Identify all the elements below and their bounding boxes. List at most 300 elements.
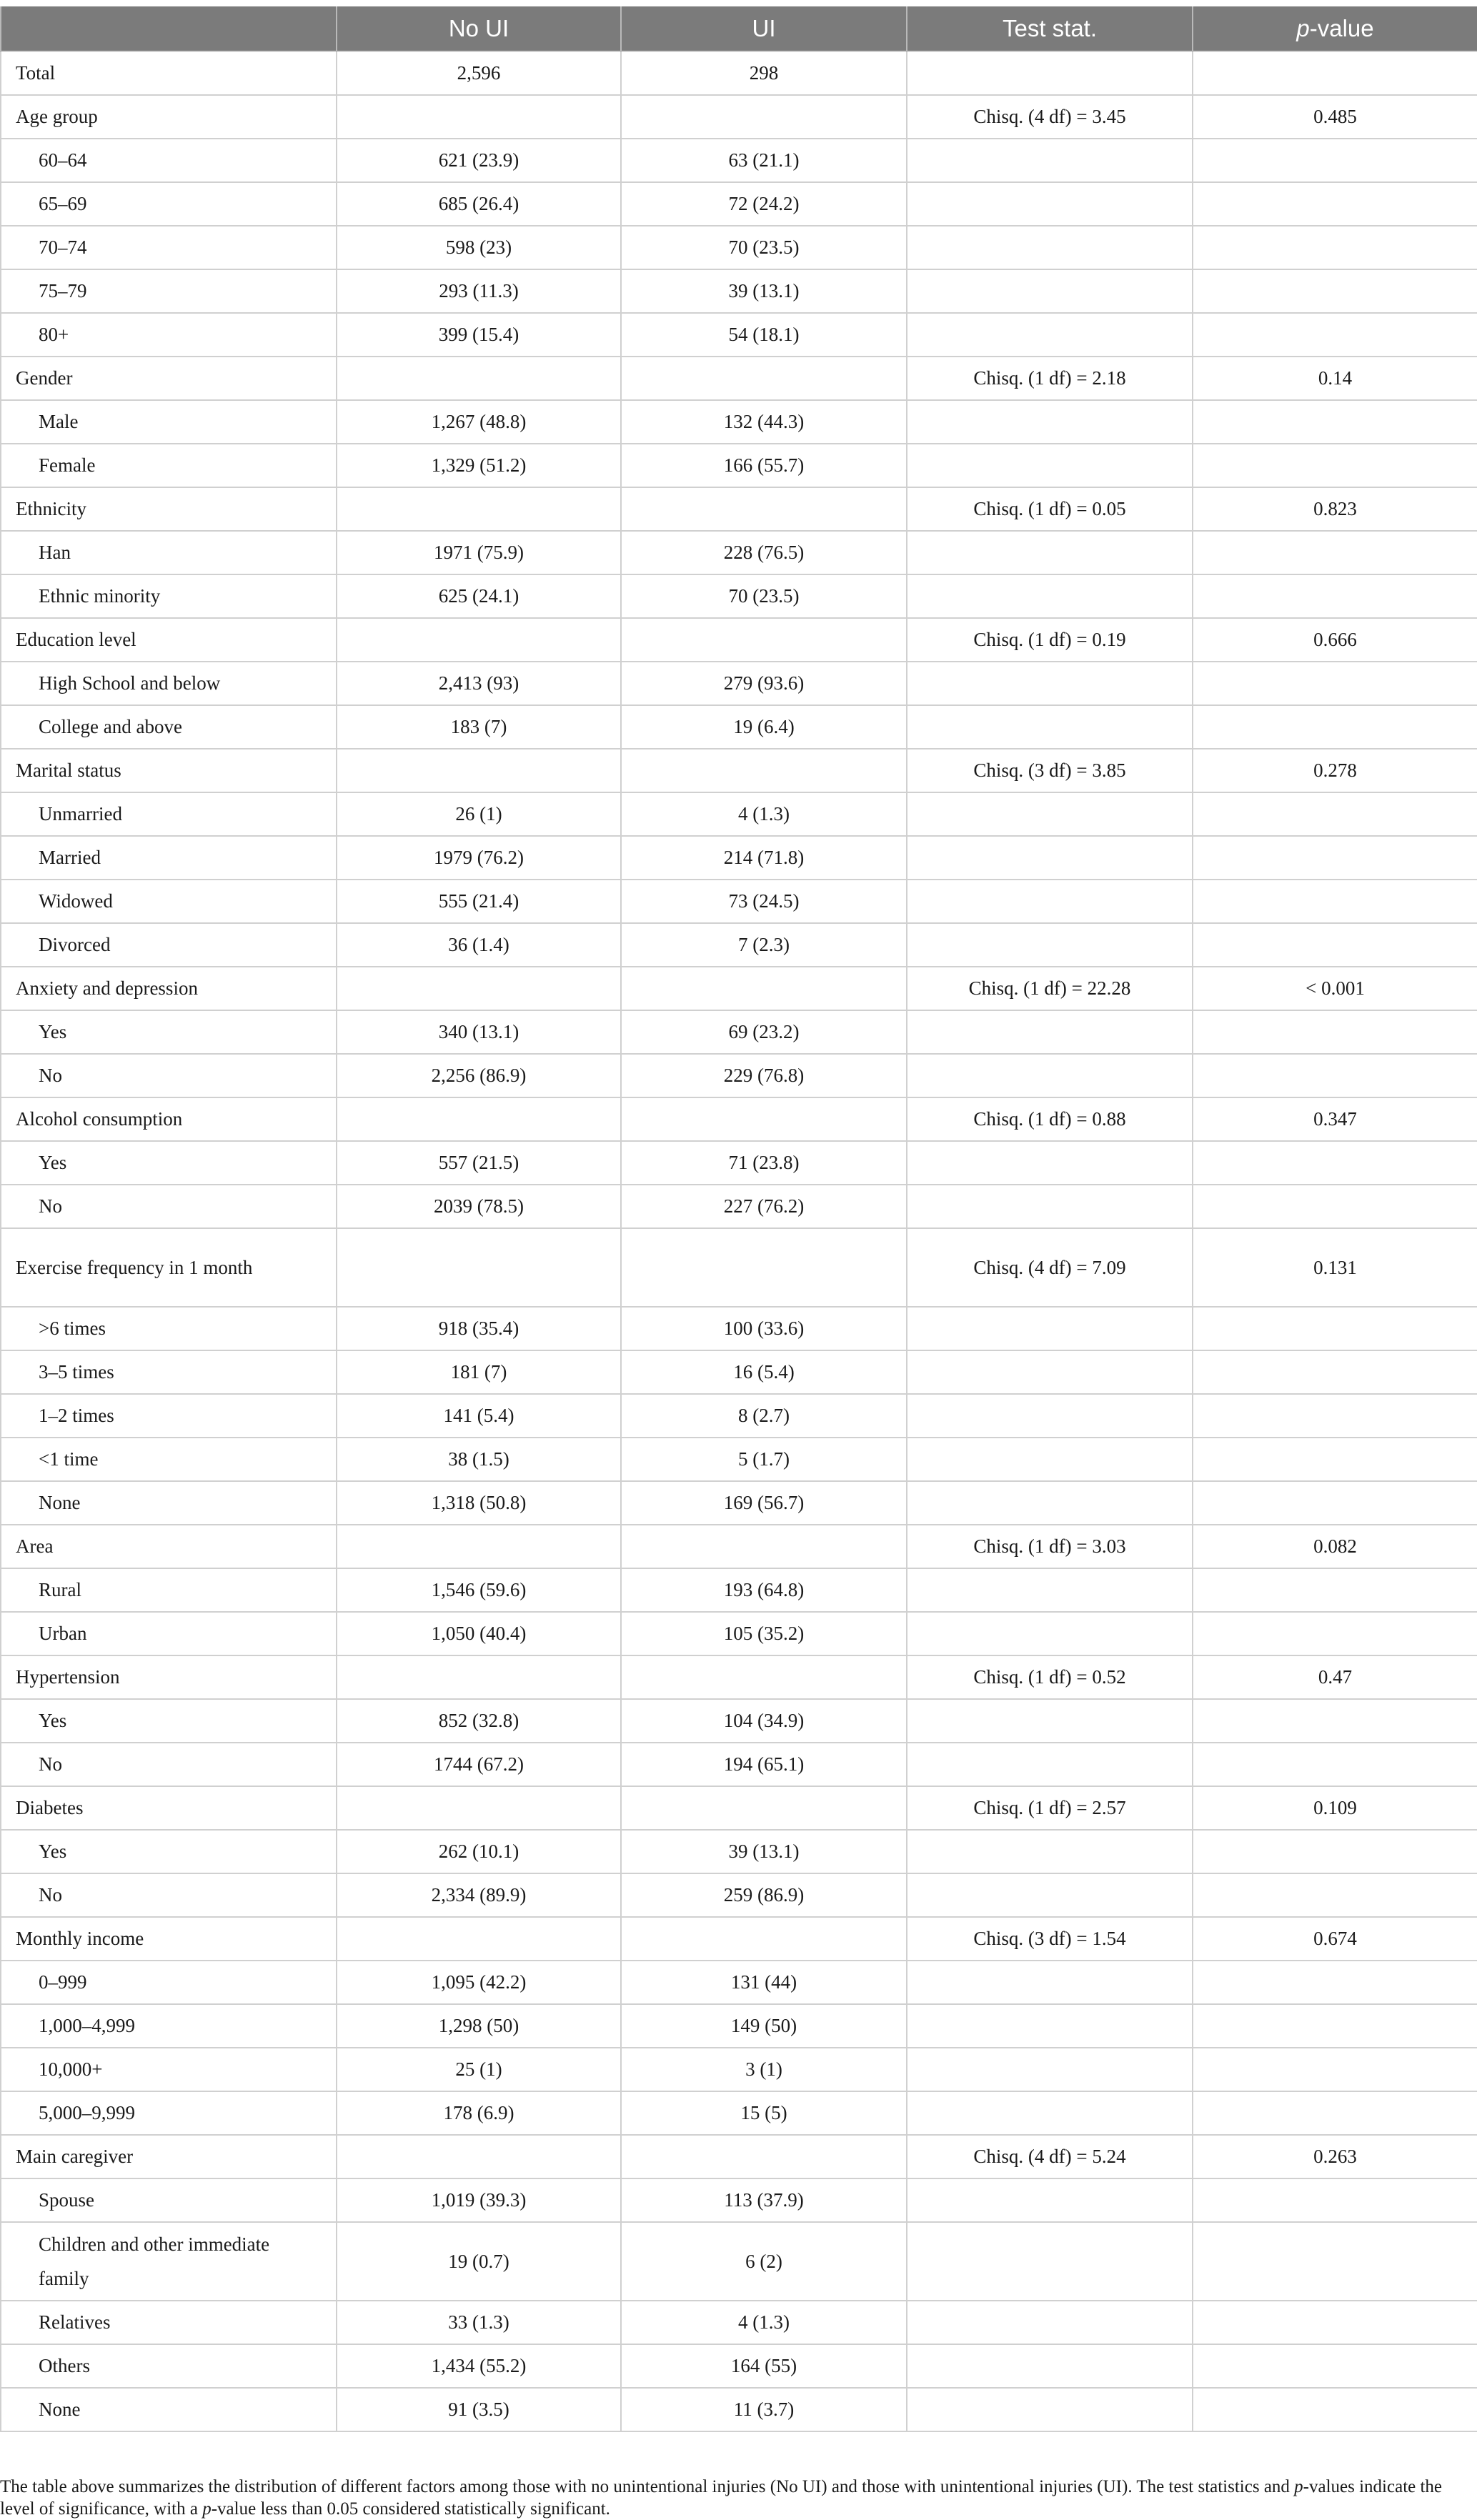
cell-label: 10,000+: [1, 2048, 337, 2091]
cell-p-value: [1193, 139, 1477, 182]
cell-ui: [621, 967, 907, 1010]
cell-test-stat: [907, 139, 1193, 182]
cell-no-ui: 25 (1): [337, 2048, 621, 2091]
table-row-subcategory: [1, 1010, 1477, 1054]
footnote-italic2: p: [202, 2499, 212, 2519]
cell-ui: 70 (23.5): [621, 574, 907, 618]
table-row-subcategory: [1, 880, 1477, 923]
cell-label: Yes: [1, 1141, 337, 1185]
header-factor: [1, 6, 337, 51]
cell-label: Married: [1, 836, 337, 880]
cell-ui: [621, 95, 907, 139]
table-row-subcategory: [1, 1830, 1477, 1873]
cell-test-stat: Chisq. (4 df) = 3.45: [907, 95, 1193, 139]
cell-label: High School and below: [1, 662, 337, 705]
cell-ui: 164 (55): [621, 2344, 907, 2388]
cell-ui: 7 (2.3): [621, 923, 907, 967]
table-row-subcategory: [1, 226, 1477, 269]
cell-ui: 11 (3.7): [621, 2388, 907, 2431]
cell-ui: 259 (86.9): [621, 1873, 907, 1917]
table-row-category: [1, 1786, 1477, 1830]
cell-test-stat: [907, 2388, 1193, 2431]
cell-ui: 6 (2): [621, 2222, 907, 2301]
cell-test-stat: [907, 1612, 1193, 1655]
table-row-subcategory: [1, 1743, 1477, 1786]
cell-test-stat: [907, 2301, 1193, 2344]
cell-no-ui: 262 (10.1): [337, 1830, 621, 1873]
cell-label: 3–5 times: [1, 1350, 337, 1394]
cell-ui: 71 (23.8): [621, 1141, 907, 1185]
cell-no-ui: 625 (24.1): [337, 574, 621, 618]
cell-no-ui: 685 (26.4): [337, 182, 621, 226]
cell-label: Unmarried: [1, 792, 337, 836]
cell-ui: [621, 357, 907, 400]
table-row-subcategory: [1, 1438, 1477, 1481]
table-row-category: [1, 95, 1477, 139]
table-row-subcategory: [1, 2222, 1477, 2301]
cell-p-value: [1193, 705, 1477, 749]
cell-ui: 54 (18.1): [621, 313, 907, 357]
cell-no-ui: [337, 1525, 621, 1568]
cell-test-stat: Chisq. (3 df) = 3.85: [907, 749, 1193, 792]
cell-label: 80+: [1, 313, 337, 357]
cell-p-value: 0.278: [1193, 749, 1477, 792]
cell-ui: 105 (35.2): [621, 1612, 907, 1655]
cell-p-value: [1193, 1350, 1477, 1394]
footnote-part2: -values indicate the level of significance, with a: [0, 2477, 1443, 2519]
cell-label: Male: [1, 400, 337, 444]
cell-label: Area: [1, 1525, 337, 1568]
cell-no-ui: 1,329 (51.2): [337, 444, 621, 487]
table-row-subcategory: [1, 2091, 1477, 2135]
cell-test-stat: [907, 705, 1193, 749]
cell-test-stat: [907, 2048, 1193, 2091]
cell-label: 1,000–4,999: [1, 2004, 337, 2048]
table-row-subcategory: [1, 705, 1477, 749]
table-row-subcategory: [1, 662, 1477, 705]
cell-p-value: [1193, 1141, 1477, 1185]
cell-p-value: [1193, 1743, 1477, 1786]
cell-no-ui: [337, 487, 621, 531]
cell-p-value: [1193, 1185, 1477, 1228]
cell-no-ui: [337, 357, 621, 400]
cell-no-ui: [337, 2135, 621, 2178]
cell-test-stat: [907, 1961, 1193, 2004]
cell-no-ui: 340 (13.1): [337, 1010, 621, 1054]
table-row-subcategory: [1, 1394, 1477, 1438]
footnote-part1: The table above summarizes the distribution of different factors among those with no unintentional injuries (No UI) and those with unintentional injuries (UI). The test statistics and: [0, 2477, 1295, 2496]
table-row-subcategory: [1, 2004, 1477, 2048]
cell-p-value: [1193, 880, 1477, 923]
cell-p-value: [1193, 531, 1477, 574]
table-row-subcategory: [1, 792, 1477, 836]
cell-label: >6 times: [1, 1307, 337, 1350]
cell-no-ui: [337, 1917, 621, 1961]
cell-no-ui: 91 (3.5): [337, 2388, 621, 2431]
cell-p-value: [1193, 444, 1477, 487]
cell-ui: [621, 1786, 907, 1830]
table-row-subcategory: [1, 1961, 1477, 2004]
cell-test-stat: [907, 2091, 1193, 2135]
cell-p-value: [1193, 2344, 1477, 2388]
cell-label: 70–74: [1, 226, 337, 269]
cell-test-stat: [907, 1743, 1193, 1786]
cell-p-value: [1193, 1699, 1477, 1743]
cell-ui: 104 (34.9): [621, 1699, 907, 1743]
cell-test-stat: [907, 1307, 1193, 1350]
cell-ui: 69 (23.2): [621, 1010, 907, 1054]
cell-test-stat: [907, 1873, 1193, 1917]
cell-test-stat: [907, 2222, 1193, 2301]
cell-test-stat: Chisq. (1 df) = 0.05: [907, 487, 1193, 531]
cell-label: Divorced: [1, 923, 337, 967]
cell-label: No: [1, 1743, 337, 1786]
table-row-category: [1, 487, 1477, 531]
table-row-subcategory: [1, 1350, 1477, 1394]
cell-p-value: 0.674: [1193, 1917, 1477, 1961]
cell-p-value: < 0.001: [1193, 967, 1477, 1010]
cell-ui: 131 (44): [621, 1961, 907, 2004]
table-row-subcategory: [1, 269, 1477, 313]
cell-label: Yes: [1, 1010, 337, 1054]
table-row-subcategory: [1, 2301, 1477, 2344]
cell-no-ui: [337, 1786, 621, 1830]
cell-label: Education level: [1, 618, 337, 662]
cell-ui: [621, 487, 907, 531]
footnote-italic1: p: [1294, 2477, 1303, 2496]
table-row-subcategory: [1, 139, 1477, 182]
cell-no-ui: 1,318 (50.8): [337, 1481, 621, 1525]
cell-test-stat: [907, 444, 1193, 487]
cell-test-stat: Chisq. (1 df) = 2.57: [907, 1786, 1193, 1830]
cell-no-ui: 2,334 (89.9): [337, 1873, 621, 1917]
header-no-ui: No UI: [337, 6, 621, 51]
cell-ui: 39 (13.1): [621, 269, 907, 313]
cell-test-stat: [907, 1481, 1193, 1525]
footnote-part3: -value less than 0.05 considered statistically significant.: [211, 2499, 610, 2519]
cell-p-value: [1193, 1307, 1477, 1350]
cell-p-value: [1193, 574, 1477, 618]
cell-label: 60–64: [1, 139, 337, 182]
table-row-subcategory: [1, 923, 1477, 967]
cell-no-ui: 183 (7): [337, 705, 621, 749]
table-row-subcategory: [1, 2178, 1477, 2222]
table-row-category: [1, 1655, 1477, 1699]
cell-p-value: [1193, 400, 1477, 444]
cell-label: Others: [1, 2344, 337, 2388]
cell-no-ui: 1,546 (59.6): [337, 1568, 621, 1612]
cell-p-value: [1193, 1010, 1477, 1054]
cell-test-stat: [907, 880, 1193, 923]
cell-test-stat: Chisq. (4 df) = 7.09: [907, 1228, 1193, 1307]
table-row-category: [1, 618, 1477, 662]
cell-test-stat: [907, 400, 1193, 444]
cell-ui: 279 (93.6): [621, 662, 907, 705]
cell-ui: [621, 618, 907, 662]
cell-p-value: [1193, 2222, 1477, 2301]
cell-test-stat: Chisq. (4 df) = 5.24: [907, 2135, 1193, 2178]
cell-label: Rural: [1, 1568, 337, 1612]
cell-label: Monthly income: [1, 1917, 337, 1961]
cell-no-ui: 2,413 (93): [337, 662, 621, 705]
cell-ui: 16 (5.4): [621, 1350, 907, 1394]
cell-test-stat: Chisq. (1 df) = 3.03: [907, 1525, 1193, 1568]
cell-label: Age group: [1, 95, 337, 139]
cell-p-value: [1193, 2388, 1477, 2431]
header-test-stat: Test stat.: [907, 6, 1193, 51]
cell-no-ui: [337, 1655, 621, 1699]
cell-test-stat: [907, 1185, 1193, 1228]
table-row-category: [1, 1228, 1477, 1307]
table-row-subcategory: [1, 313, 1477, 357]
cell-p-value: [1193, 1873, 1477, 1917]
cell-label: Spouse: [1, 2178, 337, 2222]
cell-p-value: [1193, 792, 1477, 836]
cell-label: Total: [1, 51, 337, 95]
cell-ui: 39 (13.1): [621, 1830, 907, 1873]
table-row-subcategory: [1, 1699, 1477, 1743]
table-row-category: [1, 1097, 1477, 1141]
table-row-subcategory: [1, 1054, 1477, 1097]
cell-test-stat: [907, 531, 1193, 574]
cell-test-stat: [907, 1438, 1193, 1481]
cell-ui: 214 (71.8): [621, 836, 907, 880]
cell-test-stat: [907, 1350, 1193, 1394]
cell-test-stat: [907, 269, 1193, 313]
cell-test-stat: [907, 1568, 1193, 1612]
cell-p-value: 0.082: [1193, 1525, 1477, 1568]
cell-test-stat: [907, 1010, 1193, 1054]
cell-test-stat: Chisq. (3 df) = 1.54: [907, 1917, 1193, 1961]
cell-no-ui: 36 (1.4): [337, 923, 621, 967]
cell-test-stat: [907, 2178, 1193, 2222]
cell-no-ui: [337, 618, 621, 662]
cell-p-value: [1193, 51, 1477, 95]
cell-no-ui: 19 (0.7): [337, 2222, 621, 2301]
cell-ui: 298: [621, 51, 907, 95]
summary-table: [0, 6, 1477, 2432]
cell-test-stat: [907, 662, 1193, 705]
cell-label: Yes: [1, 1830, 337, 1873]
cell-ui: 72 (24.2): [621, 182, 907, 226]
cell-p-value: [1193, 1438, 1477, 1481]
cell-label: No: [1, 1054, 337, 1097]
cell-no-ui: 1,019 (39.3): [337, 2178, 621, 2222]
cell-ui: 227 (76.2): [621, 1185, 907, 1228]
table-row-category: [1, 749, 1477, 792]
cell-p-value: 0.109: [1193, 1786, 1477, 1830]
cell-ui: 100 (33.6): [621, 1307, 907, 1350]
cell-ui: 5 (1.7): [621, 1438, 907, 1481]
cell-ui: 70 (23.5): [621, 226, 907, 269]
header-p-italic: p: [1296, 15, 1310, 41]
cell-label: 5,000–9,999: [1, 2091, 337, 2135]
table-row-subcategory: [1, 1873, 1477, 1917]
table-row-subcategory: [1, 2048, 1477, 2091]
cell-no-ui: 852 (32.8): [337, 1699, 621, 1743]
cell-label: Exercise frequency in 1 month: [1, 1228, 337, 1307]
cell-ui: 166 (55.7): [621, 444, 907, 487]
cell-p-value: [1193, 662, 1477, 705]
table-row-category: [1, 2135, 1477, 2178]
cell-ui: 169 (56.7): [621, 1481, 907, 1525]
cell-ui: 73 (24.5): [621, 880, 907, 923]
cell-test-stat: [907, 182, 1193, 226]
cell-p-value: [1193, 1054, 1477, 1097]
cell-p-value: 0.47: [1193, 1655, 1477, 1699]
cell-test-stat: [907, 1699, 1193, 1743]
cell-ui: [621, 1228, 907, 1307]
cell-p-value: [1193, 923, 1477, 967]
cell-ui: 229 (76.8): [621, 1054, 907, 1097]
cell-test-stat: [907, 923, 1193, 967]
table-row-category: [1, 357, 1477, 400]
table-row-subcategory: [1, 531, 1477, 574]
cell-p-value: 0.823: [1193, 487, 1477, 531]
cell-ui: 193 (64.8): [621, 1568, 907, 1612]
cell-no-ui: 1,050 (40.4): [337, 1612, 621, 1655]
cell-no-ui: 918 (35.4): [337, 1307, 621, 1350]
cell-no-ui: [337, 1097, 621, 1141]
cell-test-stat: [907, 1054, 1193, 1097]
cell-ui: 63 (21.1): [621, 139, 907, 182]
table-row-subcategory: [1, 1481, 1477, 1525]
table-row-subcategory: [1, 400, 1477, 444]
cell-p-value: [1193, 182, 1477, 226]
cell-ui: [621, 1525, 907, 1568]
cell-no-ui: 598 (23): [337, 226, 621, 269]
table-row-subcategory: [1, 1141, 1477, 1185]
cell-ui: 4 (1.3): [621, 2301, 907, 2344]
cell-ui: [621, 1917, 907, 1961]
cell-label: Hypertension: [1, 1655, 337, 1699]
cell-test-stat: [907, 836, 1193, 880]
table-row-subcategory: [1, 1185, 1477, 1228]
cell-p-value: [1193, 1481, 1477, 1525]
table-row-subcategory: [1, 1612, 1477, 1655]
cell-p-value: 0.263: [1193, 2135, 1477, 2178]
cell-no-ui: 1979 (76.2): [337, 836, 621, 880]
cell-label: College and above: [1, 705, 337, 749]
cell-no-ui: 181 (7): [337, 1350, 621, 1394]
cell-no-ui: 2039 (78.5): [337, 1185, 621, 1228]
cell-p-value: [1193, 2091, 1477, 2135]
cell-ui: [621, 1655, 907, 1699]
cell-no-ui: [337, 749, 621, 792]
cell-label: Ethnicity: [1, 487, 337, 531]
cell-label: Marital status: [1, 749, 337, 792]
table-row-subcategory: [1, 2388, 1477, 2431]
table-row-subcategory: [1, 2344, 1477, 2388]
cell-label: <1 time: [1, 1438, 337, 1481]
cell-label: Alcohol consumption: [1, 1097, 337, 1141]
cell-no-ui: 26 (1): [337, 792, 621, 836]
cell-ui: 4 (1.3): [621, 792, 907, 836]
cell-label: No: [1, 1185, 337, 1228]
cell-label: No: [1, 1873, 337, 1917]
table-row-subcategory: [1, 836, 1477, 880]
cell-no-ui: [337, 95, 621, 139]
cell-label: Main caregiver: [1, 2135, 337, 2178]
cell-no-ui: 141 (5.4): [337, 1394, 621, 1438]
cell-no-ui: 555 (21.4): [337, 880, 621, 923]
cell-p-value: [1193, 1961, 1477, 2004]
cell-p-value: 0.14: [1193, 357, 1477, 400]
table-footnote: [0, 2476, 1472, 2520]
cell-test-stat: Chisq. (1 df) = 0.88: [907, 1097, 1193, 1141]
cell-label: Anxiety and depression: [1, 967, 337, 1010]
cell-label: Urban: [1, 1612, 337, 1655]
table-body: [1, 51, 1477, 2431]
cell-p-value: [1193, 313, 1477, 357]
table-row-subcategory: [1, 574, 1477, 618]
cell-test-stat: [907, 2344, 1193, 2388]
cell-ui: 19 (6.4): [621, 705, 907, 749]
header-p-rest: -value: [1309, 15, 1374, 41]
cell-p-value: [1193, 1830, 1477, 1873]
cell-p-value: [1193, 2004, 1477, 2048]
cell-ui: 8 (2.7): [621, 1394, 907, 1438]
cell-no-ui: 38 (1.5): [337, 1438, 621, 1481]
cell-label: Diabetes: [1, 1786, 337, 1830]
cell-ui: [621, 749, 907, 792]
header-row: [1, 6, 1477, 51]
cell-test-stat: Chisq. (1 df) = 2.18: [907, 357, 1193, 400]
cell-test-stat: [907, 1141, 1193, 1185]
header-ui: UI: [621, 6, 907, 51]
cell-no-ui: 1,434 (55.2): [337, 2344, 621, 2388]
table-row-category: [1, 1917, 1477, 1961]
cell-label: Widowed: [1, 880, 337, 923]
table-row-category: [1, 1525, 1477, 1568]
cell-p-value: [1193, 2178, 1477, 2222]
cell-p-value: [1193, 2301, 1477, 2344]
cell-no-ui: 2,596: [337, 51, 621, 95]
cell-test-stat: [907, 792, 1193, 836]
header-p-value: [1193, 6, 1477, 51]
table-row-subcategory: [1, 444, 1477, 487]
cell-test-stat: [907, 226, 1193, 269]
cell-ui: 149 (50): [621, 2004, 907, 2048]
cell-label: 0–999: [1, 1961, 337, 2004]
cell-p-value: [1193, 2048, 1477, 2091]
cell-no-ui: 2,256 (86.9): [337, 1054, 621, 1097]
cell-p-value: 0.131: [1193, 1228, 1477, 1307]
table-row-category: [1, 51, 1477, 95]
cell-label: 65–69: [1, 182, 337, 226]
cell-ui: 113 (37.9): [621, 2178, 907, 2222]
cell-label: Female: [1, 444, 337, 487]
cell-test-stat: [907, 574, 1193, 618]
cell-test-stat: Chisq. (1 df) = 22.28: [907, 967, 1193, 1010]
cell-no-ui: [337, 1228, 621, 1307]
cell-p-value: [1193, 226, 1477, 269]
cell-p-value: 0.485: [1193, 95, 1477, 139]
cell-label: Ethnic minority: [1, 574, 337, 618]
cell-no-ui: 621 (23.9): [337, 139, 621, 182]
cell-p-value: [1193, 1568, 1477, 1612]
cell-test-stat: [907, 1394, 1193, 1438]
cell-test-stat: [907, 1830, 1193, 1873]
cell-p-value: [1193, 269, 1477, 313]
cell-label: None: [1, 2388, 337, 2431]
table-row-subcategory: [1, 1568, 1477, 1612]
data-table-container: [0, 6, 1477, 2432]
cell-p-value: 0.666: [1193, 618, 1477, 662]
cell-no-ui: 178 (6.9): [337, 2091, 621, 2135]
table-row-subcategory: [1, 182, 1477, 226]
cell-test-stat: Chisq. (1 df) = 0.19: [907, 618, 1193, 662]
